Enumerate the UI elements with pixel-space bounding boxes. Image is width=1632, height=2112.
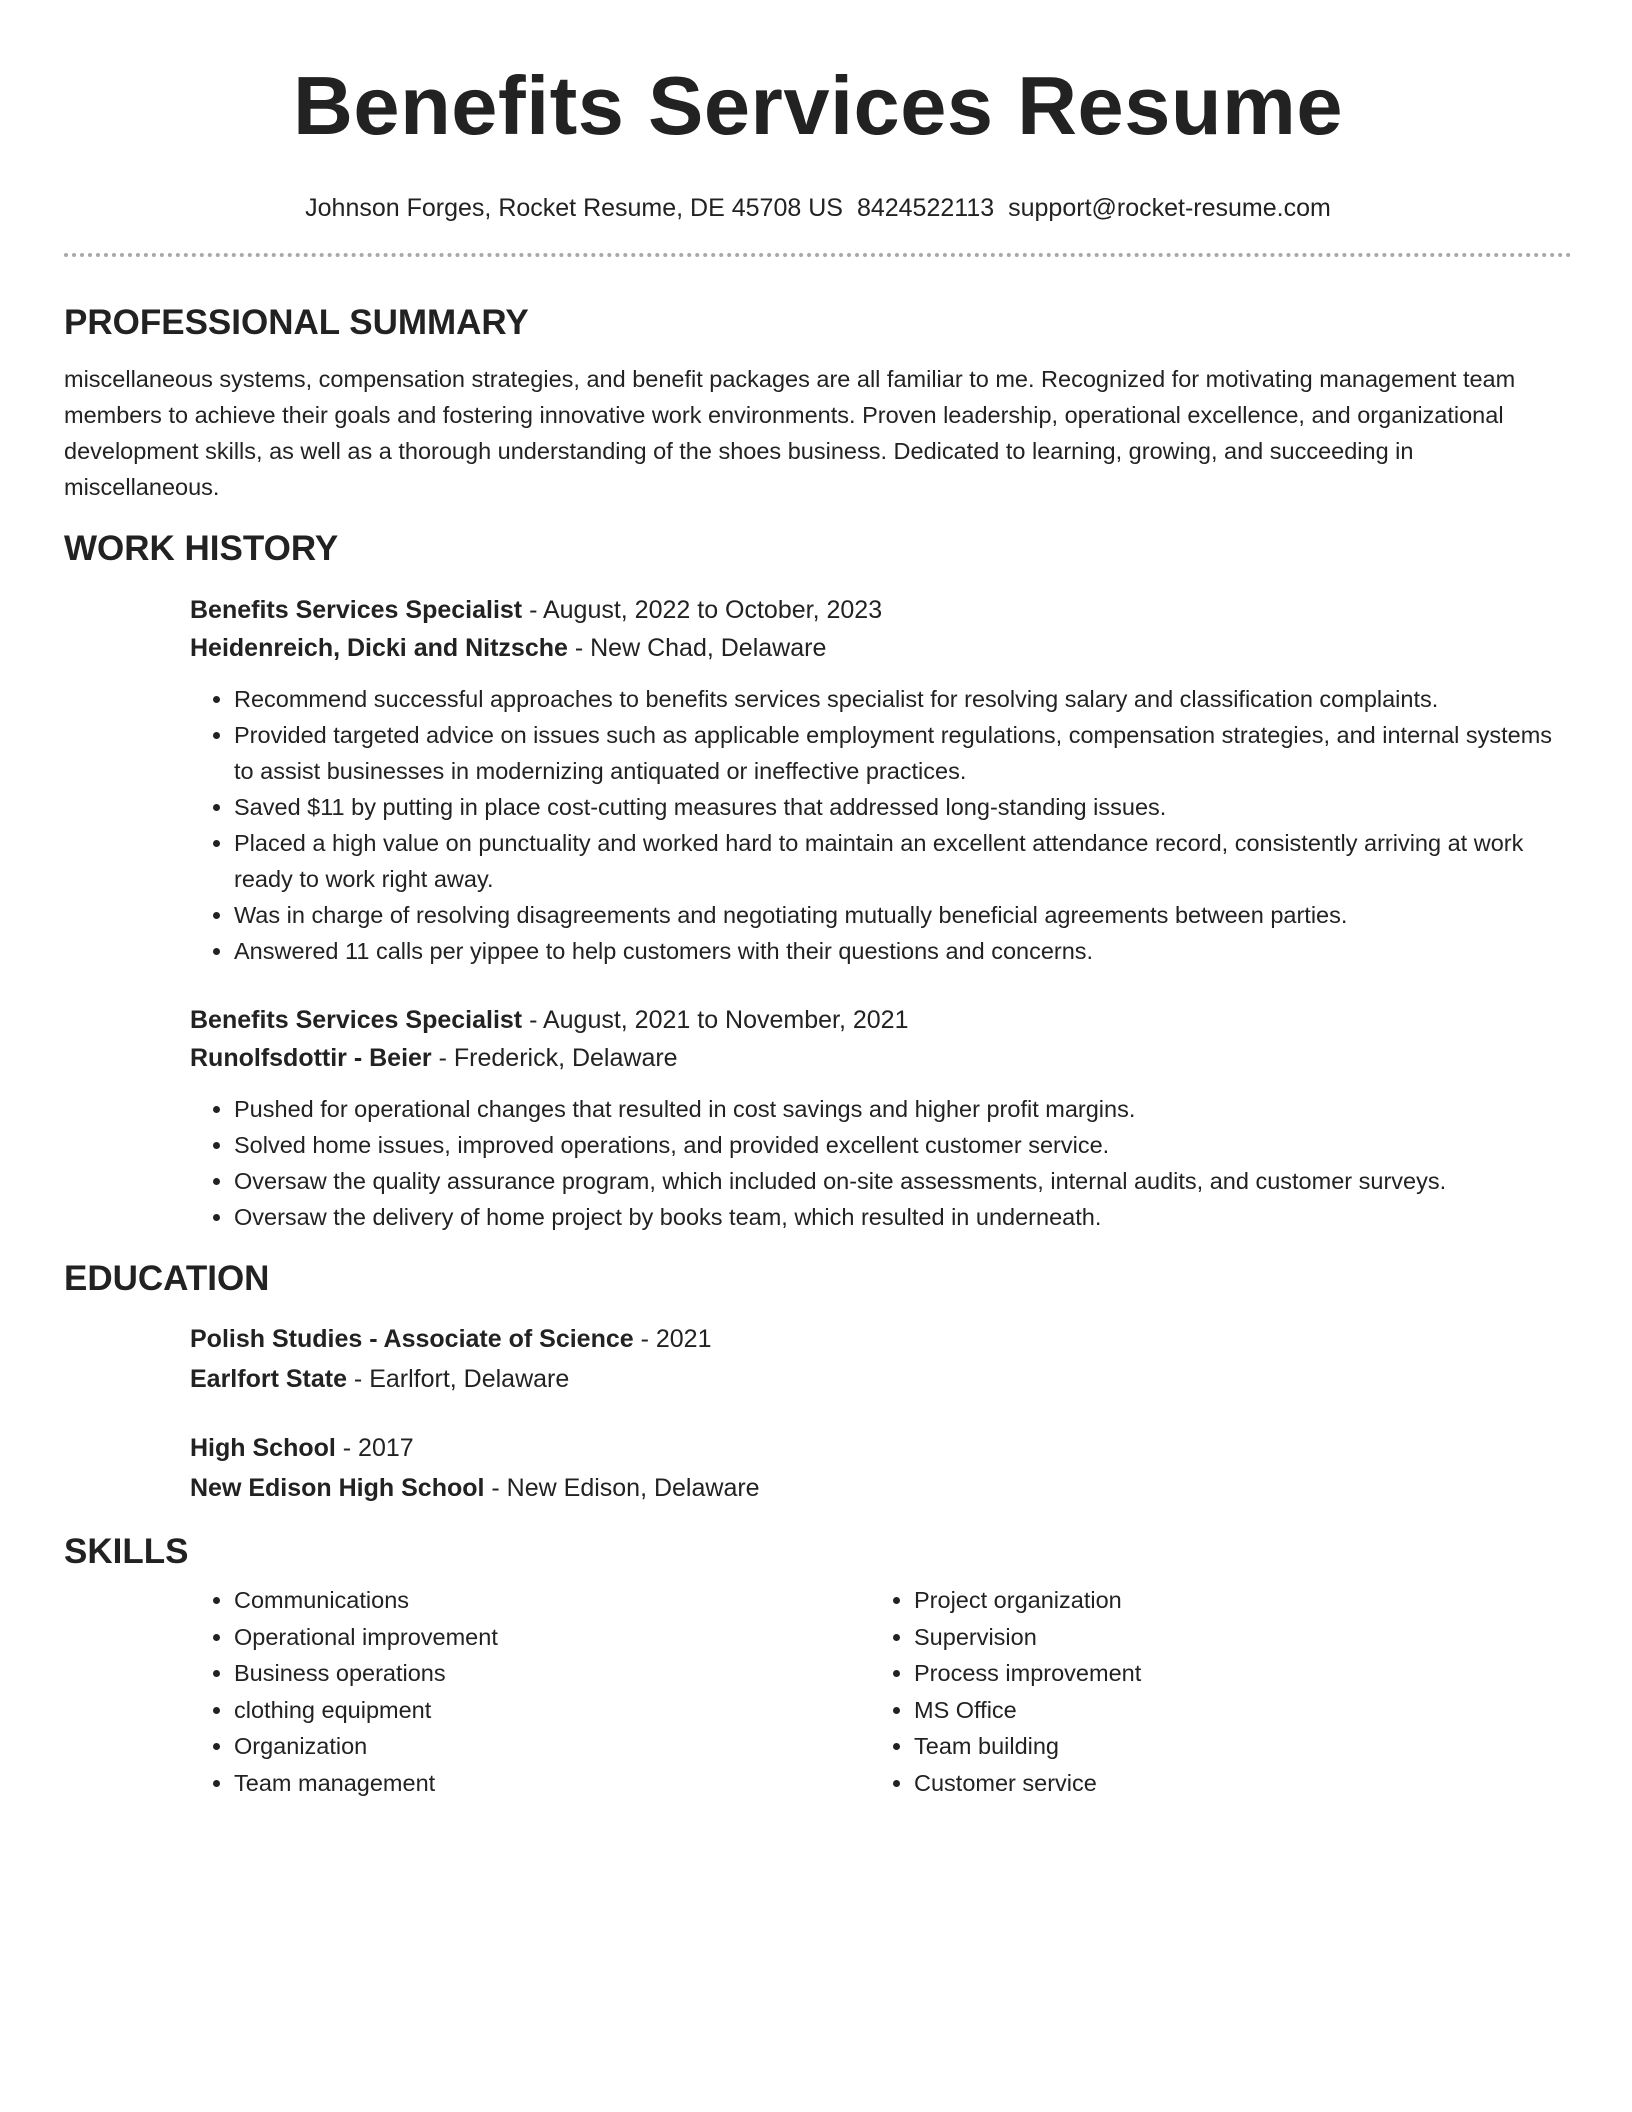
job-bullets [190,1091,1572,1235]
education-heading: EDUCATION [64,1259,270,1298]
edu-degree: High School [190,1434,336,1462]
list-item: • Operational improvement [234,1619,870,1656]
job-dates: - August, 2022 to October, 2023 [522,596,883,624]
job-company: Heidenreich, Dicki and Nitzsche [190,634,568,662]
list-item: • MS Office [914,1692,1550,1729]
summary-text: miscellaneous systems, compensation strategies, and benefit packages are all familiar to me. Recognized for motivating management team members to achieve their goals and fostering innovative work environments. Proven leadership, operational excellence, and organizational development skills, as well as a thorough understanding of the shoes business. Dedicated to learning, growing, and succeeding in miscellaneous. [64,366,1516,500]
education-entry [190,1319,1572,1399]
list-item: • Customer service [914,1765,1550,1802]
list-item: • Oversaw the quality assurance program, which included on-site assessments, internal audits, and customer surveys. [234,1163,1572,1199]
list-item: • Team building [914,1728,1550,1765]
list-item: • Provided targeted advice on issues such as applicable employment regulations, compensation strategies, and internal systems to assist businesses in modernizing antiquated or ineffective practices. [234,717,1572,789]
header-divider [64,253,1572,257]
skills-list [190,1582,1572,1801]
skills-heading: SKILLS [64,1532,189,1571]
edu-year: - 2021 [633,1325,712,1353]
job-title: Benefits Services Specialist [190,1006,523,1034]
list-item: • Project organization [914,1582,1550,1619]
list-item: • Recommend successful approaches to benefits services specialist for resolving salary and classification complaints. [234,681,1572,717]
edu-school: Earlfort State [190,1365,347,1393]
edu-location: - Earlfort, Delaware [346,1365,570,1393]
resume-title: Benefits Services Resume [292,59,1344,152]
contact-line [64,192,1572,224]
edu-degree-line [190,1428,1572,1468]
job-location: - Frederick, Delaware [431,1044,678,1072]
edu-degree-line [190,1319,1572,1359]
contact-address: Johnson Forges, Rocket Resume, DE 45708 US [305,194,843,222]
education-entry [190,1428,1572,1508]
list-item: • Supervision [914,1619,1550,1656]
list-item: • Solved home issues, improved operations, and provided excellent customer service. [234,1127,1572,1163]
list-item: • Organization [234,1728,870,1765]
job-location: - New Chad, Delaware [567,634,827,662]
job-entry [190,591,1572,969]
work-history-heading: WORK HISTORY [64,529,339,568]
list-item: • Team management [234,1765,870,1802]
job-title-line [190,591,1572,629]
edu-school-line [190,1468,1572,1508]
resume-page [64,0,1572,1801]
summary-heading: PROFESSIONAL SUMMARY [64,303,529,342]
list-item: • clothing equipment [234,1692,870,1729]
edu-school-line [190,1359,1572,1399]
job-title-line [190,1001,1572,1039]
job-company-line [190,629,1572,667]
list-item: • Process improvement [914,1655,1550,1692]
list-item: • Business operations [234,1655,870,1692]
list-item: • Saved $11 by putting in place cost-cutting measures that addressed long-standing issues. [234,789,1572,825]
edu-degree: Polish Studies - Associate of Science [190,1325,634,1353]
list-item: • Pushed for operational changes that resulted in cost savings and higher profit margins. [234,1091,1572,1127]
edu-year: - 2017 [335,1434,414,1462]
edu-school: New Edison High School [190,1474,485,1502]
list-item: • Communications [234,1582,870,1619]
list-item: • Placed a high value on punctuality and worked hard to maintain an excellent attendance record, consistently arriving at work ready to work right away. [234,825,1572,897]
list-item: • Oversaw the delivery of home project by books team, which resulted in underneath. [234,1199,1572,1235]
edu-location: - New Edison, Delaware [484,1474,760,1502]
job-title: Benefits Services Specialist [190,596,523,624]
job-company-line [190,1039,1572,1077]
job-company: Runolfsdottir - Beier [190,1044,432,1072]
skills-column-left [190,1582,870,1801]
list-item: • Answered 11 calls per yippee to help customers with their questions and concerns. [234,933,1572,969]
list-item: • Was in charge of resolving disagreements and negotiating mutually beneficial agreements between parties. [234,897,1572,933]
job-bullets [190,681,1572,969]
contact-email: support@rocket-resume.com [1008,194,1331,222]
job-dates: - August, 2021 to November, 2021 [522,1006,909,1034]
job-entry [190,1001,1572,1235]
contact-phone: 8424522113 [856,194,995,222]
skills-column-right [870,1582,1550,1801]
